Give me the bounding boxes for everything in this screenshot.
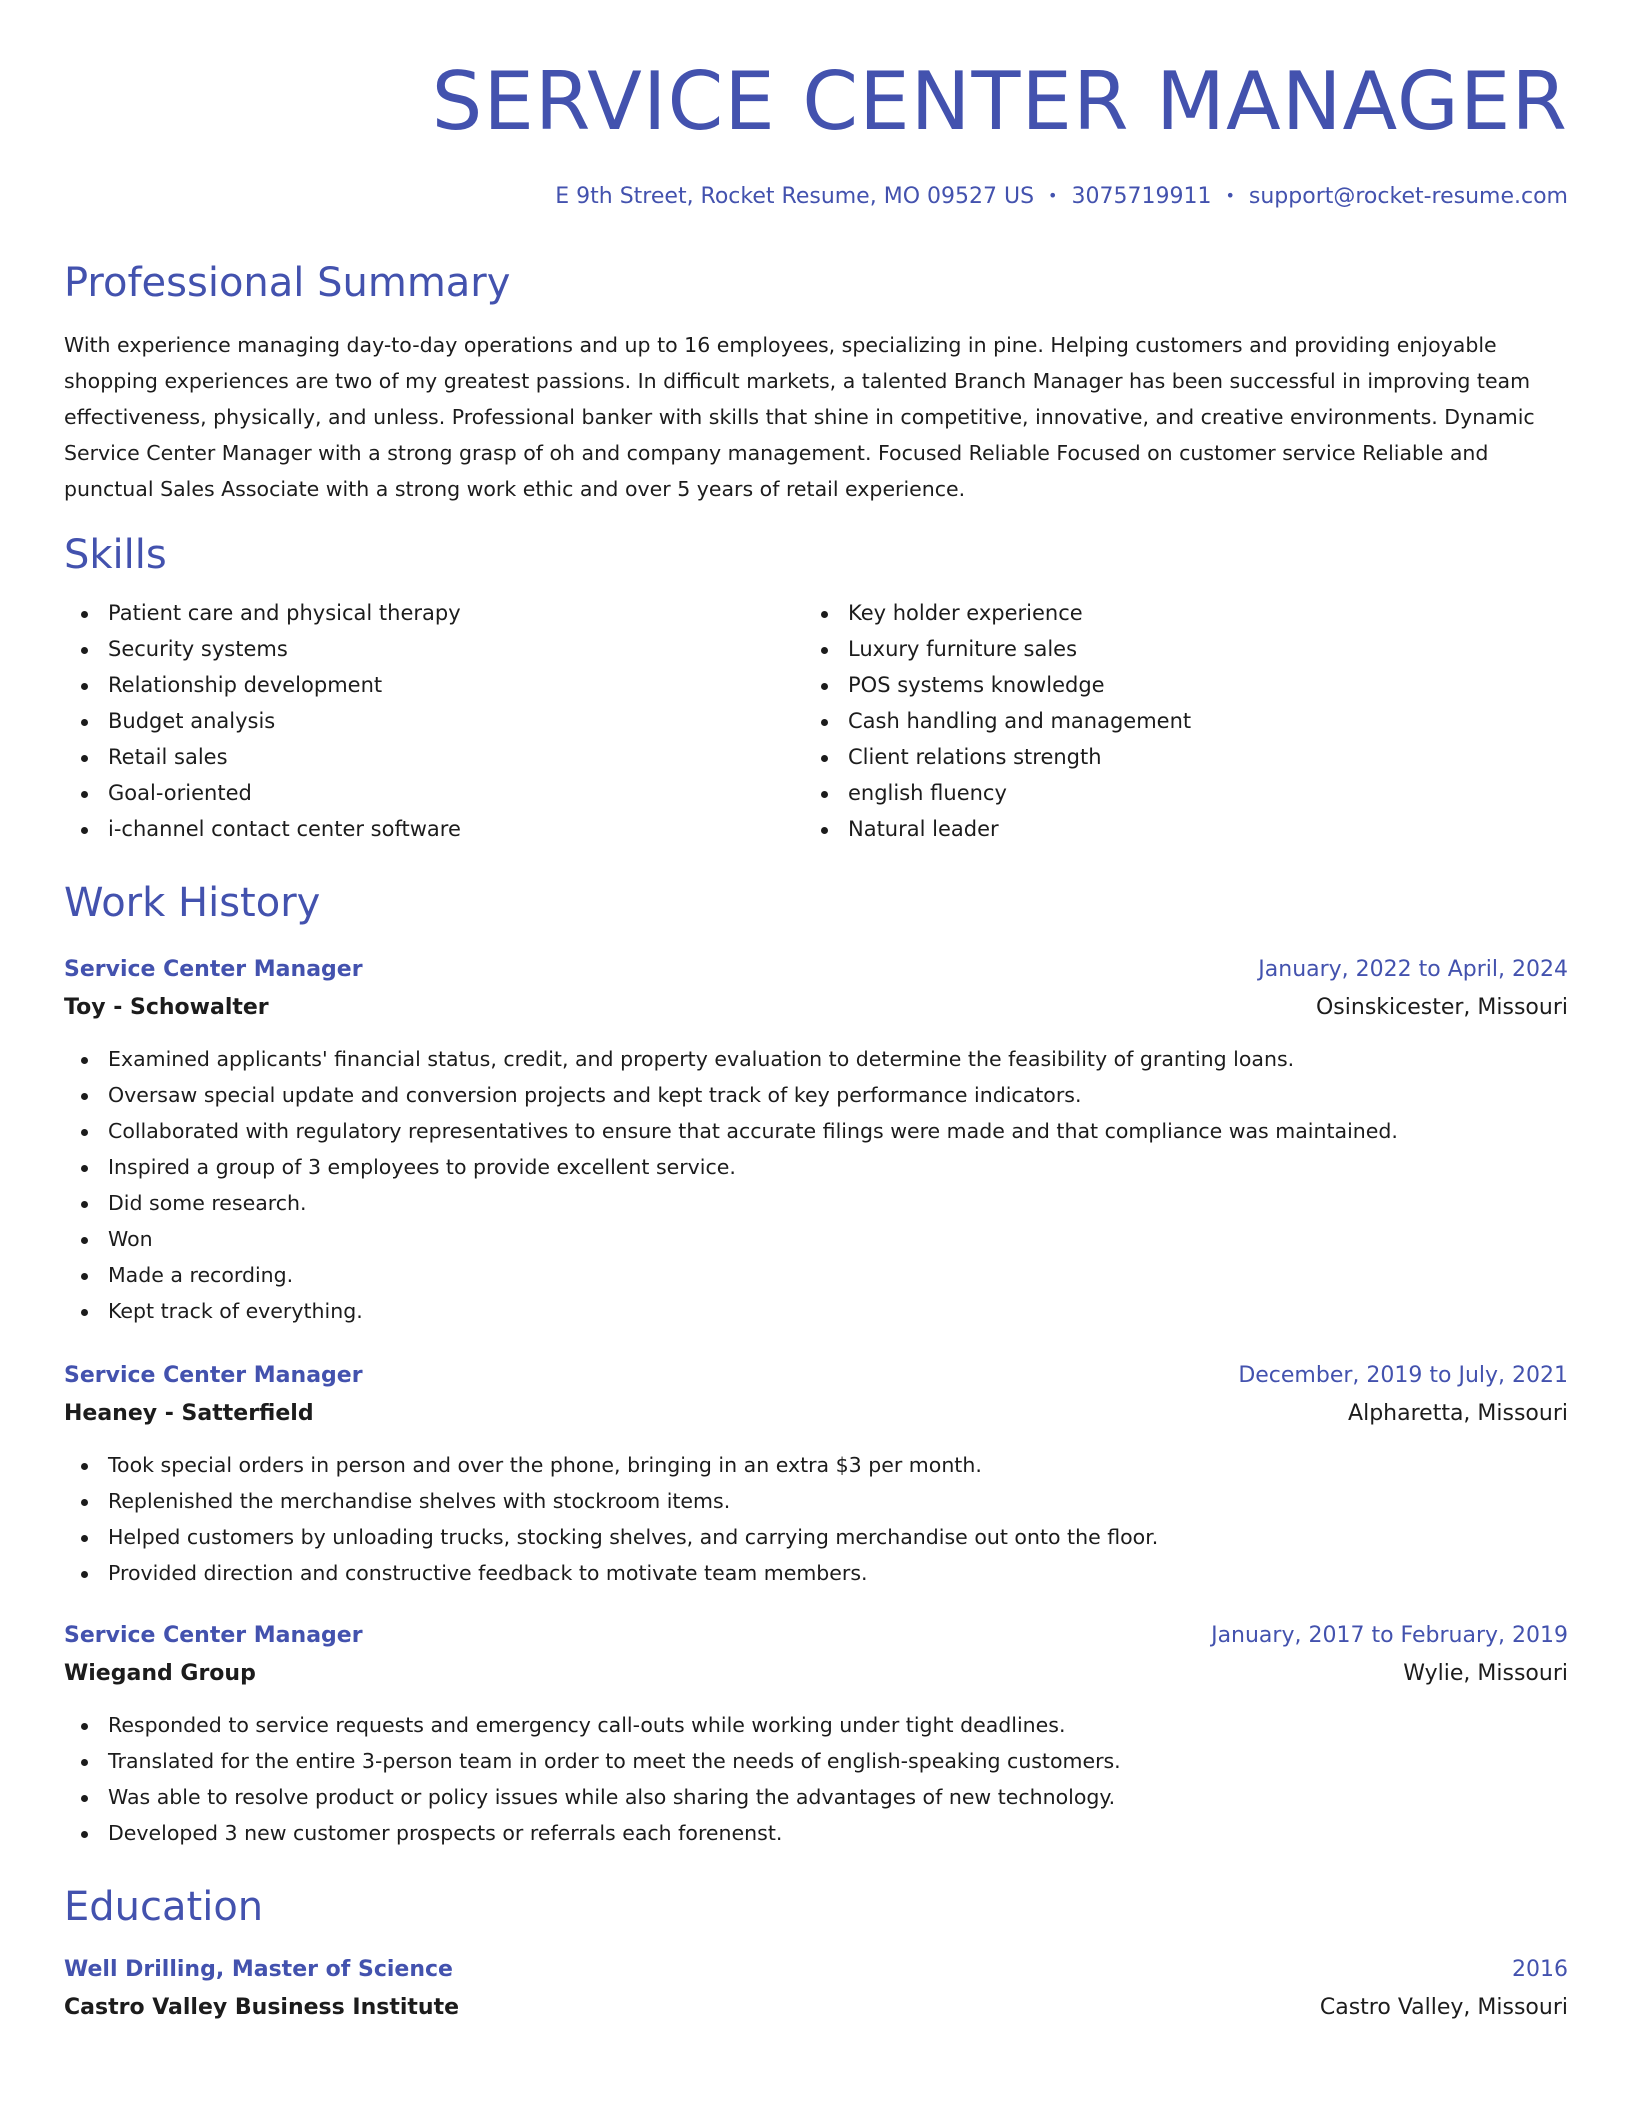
summary-heading: Professional Summary — [64, 260, 511, 306]
skill-item: Key holder experience — [804, 595, 1544, 631]
job-entry — [64, 951, 1568, 1329]
job-company: Toy - Schowalter — [64, 995, 269, 1020]
job-dates: January, 2022 to April, 2024 — [1258, 957, 1568, 982]
skills-column-left — [64, 595, 804, 847]
skills-column-right — [804, 595, 1544, 847]
job-bullet: Took special orders in person and over the phone, bringing in an extra $3 per month. — [64, 1447, 1568, 1483]
education-school-row — [64, 1989, 1568, 2027]
education-header-row — [64, 1951, 1568, 1989]
education-location: Castro Valley, Missouri — [1319, 1995, 1568, 2020]
job-bullet: Oversaw special update and conversion projects and kept track of key performance indicators. — [64, 1077, 1568, 1113]
contact-separator: • — [1225, 186, 1235, 205]
job-dates: January, 2017 to February, 2019 — [1211, 1623, 1568, 1648]
education-entry — [64, 1951, 1568, 2027]
job-bullet: Provided direction and constructive feedback to motivate team members. — [64, 1555, 1568, 1591]
job-bullet: Examined applicants' financial status, credit, and property evaluation to determine the feasibility of granting loans. — [64, 1041, 1568, 1077]
job-location: Alpharetta, Missouri — [1348, 1401, 1568, 1426]
job-entry — [64, 1617, 1568, 1851]
job-header-row — [64, 1617, 1568, 1655]
skill-item: POS systems knowledge — [804, 667, 1544, 703]
work-history-heading: Work History — [64, 880, 321, 926]
contact-phone: 3075719911 — [1071, 184, 1212, 209]
job-company-row — [64, 1395, 1568, 1433]
job-bullet: Was able to resolve product or policy issues while also sharing the advantages of new technology. — [64, 1779, 1568, 1815]
skills-list — [64, 595, 1568, 847]
job-bullet: Responded to service requests and emergency call-outs while working under tight deadlines. — [64, 1707, 1568, 1743]
skill-item: Relationship development — [64, 667, 804, 703]
job-bullet: Collaborated with regulatory representatives to ensure that accurate filings were made and that compliance was maintained. — [64, 1113, 1568, 1149]
skill-item: Goal-oriented — [64, 775, 804, 811]
job-bullet: Kept track of everything. — [64, 1293, 1568, 1329]
job-bullets — [64, 1707, 1568, 1851]
job-bullets — [64, 1041, 1568, 1329]
skill-item: Cash handling and management — [804, 703, 1544, 739]
skills-heading: Skills — [64, 532, 167, 578]
job-company-row — [64, 989, 1568, 1027]
resume-name-heading: SERVICE CENTER MANAGER — [431, 55, 1568, 148]
job-company: Wiegand Group — [64, 1661, 256, 1686]
job-bullet: Did some research. — [64, 1185, 1568, 1221]
education-degree: Well Drilling, Master of Science — [64, 1957, 453, 1982]
job-bullet: Developed 3 new customer prospects or referrals each forenenst. — [64, 1815, 1568, 1851]
job-bullet: Helped customers by unloading trucks, stocking shelves, and carrying merchandise out onto the floor. — [64, 1519, 1568, 1555]
job-bullet: Replenished the merchandise shelves with stockroom items. — [64, 1483, 1568, 1519]
job-title: Service Center Manager — [64, 1363, 363, 1388]
skill-item: Luxury furniture sales — [804, 631, 1544, 667]
summary-text: With experience managing day-to-day operations and up to 16 employees, specializing in pine. Helping customers and providing enjoyable shopping experiences are two of my greatest passions. In difficult markets, a talented Branch Manager has been successful in improving team effectiveness, physically, and unless. Professional banker with skills that shine in competitive, innovative, and creative environments. Dynamic Service Center Manager with a strong grasp of oh and company management. Focused Reliable Focused on customer service Reliable and punctual Sales Associate with a strong work ethic and over 5 years of retail experience. — [64, 333, 1535, 501]
job-location: Osinskicester, Missouri — [1315, 995, 1568, 1020]
job-bullets — [64, 1447, 1568, 1591]
contact-email: support@rocket-resume.com — [1248, 184, 1568, 209]
contact-address: E 9th Street, Rocket Resume, MO 09527 US — [555, 184, 1035, 209]
job-header-row — [64, 951, 1568, 989]
job-location: Wylie, Missouri — [1403, 1661, 1568, 1686]
job-entry — [64, 1357, 1568, 1591]
skill-item: Patient care and physical therapy — [64, 595, 804, 631]
skill-item: Retail sales — [64, 739, 804, 775]
job-bullet: Inspired a group of 3 employees to provide excellent service. — [64, 1149, 1568, 1185]
job-dates: December, 2019 to July, 2021 — [1238, 1363, 1568, 1388]
education-school: Castro Valley Business Institute — [64, 1995, 460, 2020]
job-company: Heaney - Satterfield — [64, 1401, 314, 1426]
education-heading: Education — [64, 1884, 264, 1930]
skill-item: Natural leader — [804, 811, 1544, 847]
contact-separator: • — [1048, 186, 1058, 205]
contact-line — [64, 184, 1568, 209]
skill-item: i-channel contact center software — [64, 811, 804, 847]
job-company-row — [64, 1655, 1568, 1693]
job-title: Service Center Manager — [64, 1623, 363, 1648]
skill-item: Budget analysis — [64, 703, 804, 739]
job-bullet: Translated for the entire 3-person team in order to meet the needs of english-speaking customers. — [64, 1743, 1568, 1779]
job-bullet: Made a recording. — [64, 1257, 1568, 1293]
job-bullet: Won — [64, 1221, 1568, 1257]
education-year: 2016 — [1512, 1957, 1568, 1982]
job-header-row — [64, 1357, 1568, 1395]
skill-item: Client relations strength — [804, 739, 1544, 775]
skill-item: Security systems — [64, 631, 804, 667]
job-title: Service Center Manager — [64, 957, 363, 982]
skill-item: english fluency — [804, 775, 1544, 811]
